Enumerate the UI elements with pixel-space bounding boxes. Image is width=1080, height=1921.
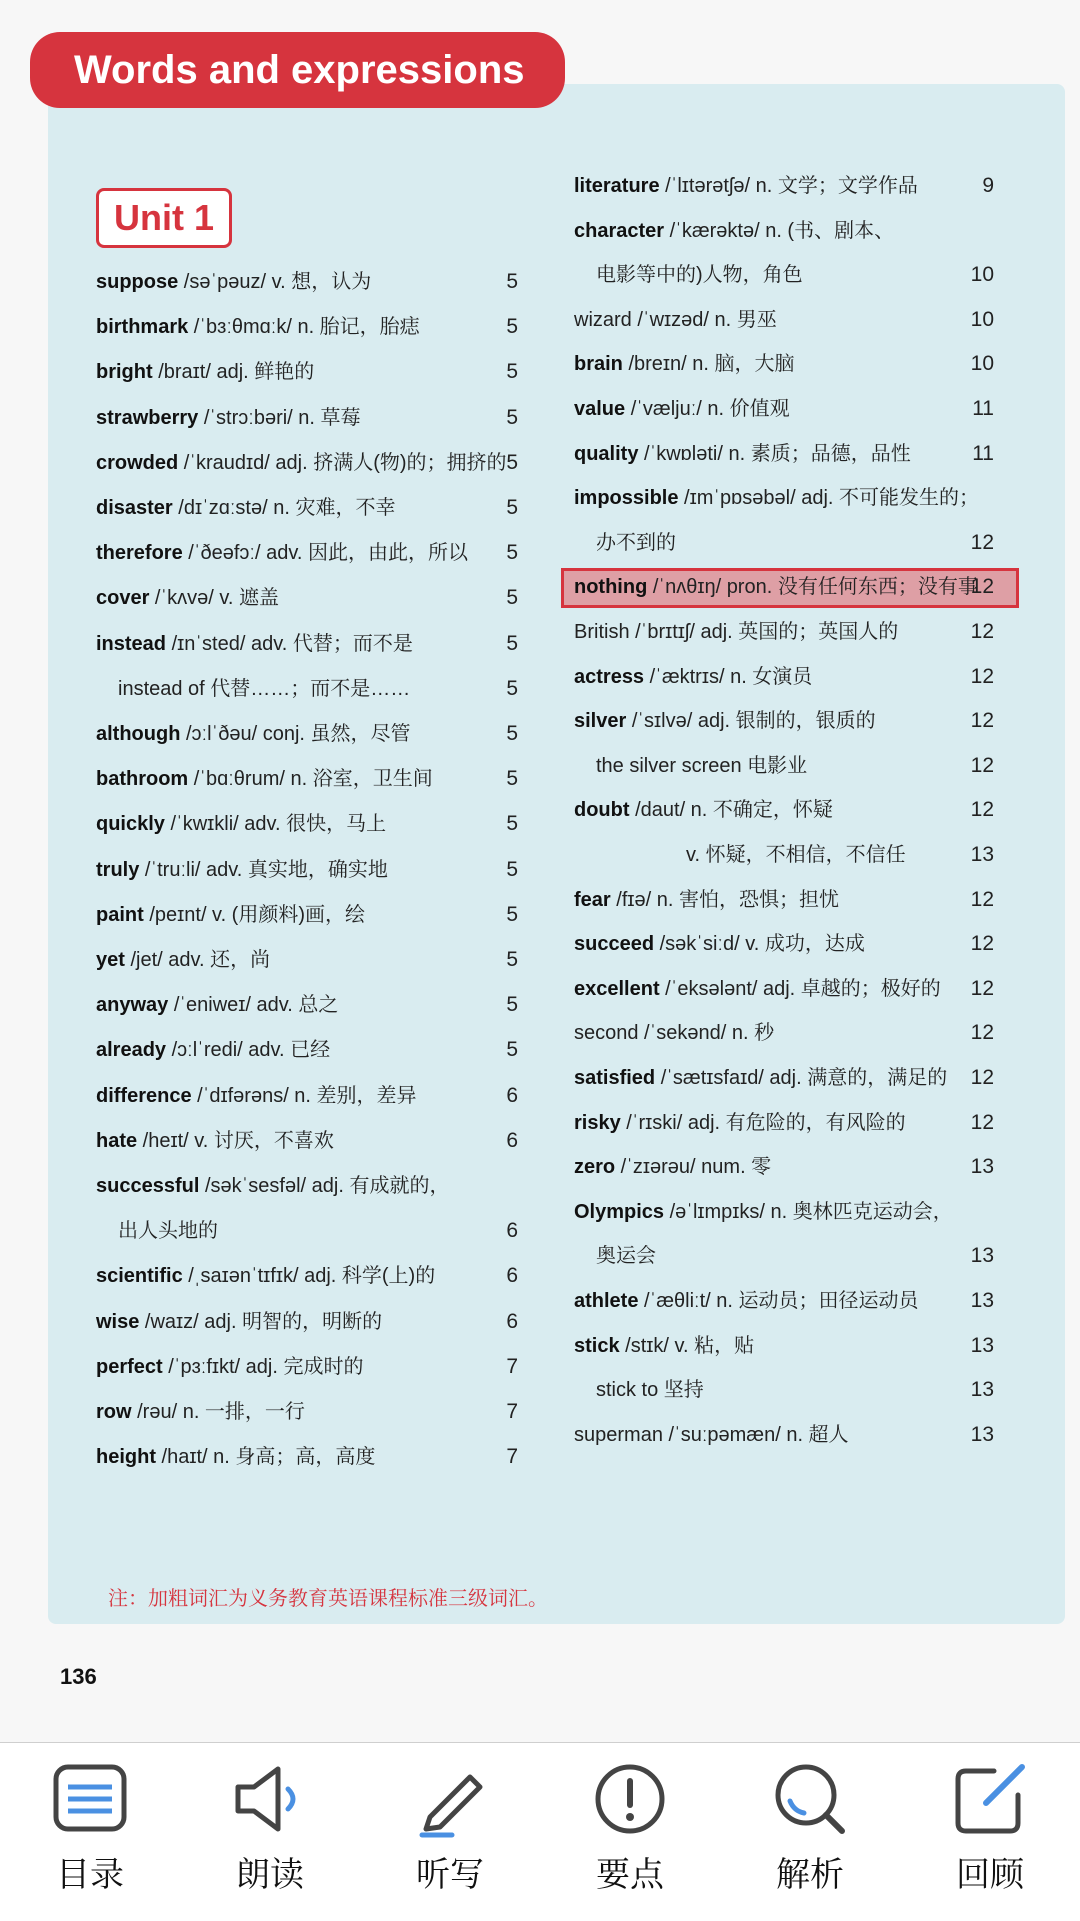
word-entry[interactable] [96, 1256, 518, 1296]
definition: /ˈeniweɪ/ adv. 总之 [168, 994, 339, 1017]
definition: /peɪnt/ v. (用颜料)画，绘 [143, 903, 366, 926]
word-entry[interactable] [574, 166, 994, 206]
entry-text [574, 211, 894, 251]
head-word: satisfied [574, 1067, 656, 1089]
word-entry[interactable] [574, 389, 994, 429]
word-entry[interactable] [96, 1347, 518, 1387]
entry-text [574, 1013, 774, 1053]
definition: /ˈdɪfərəns/ n. 差别，差异 [191, 1084, 417, 1107]
entry-text [96, 578, 279, 618]
entry-text [96, 443, 507, 483]
entry-page-number: 13 [970, 1155, 994, 1179]
head-word: silver [574, 710, 627, 733]
entry-page-number: 6 [506, 1083, 518, 1107]
entry-page-number: 6 [506, 1128, 518, 1152]
entry-page-number: 7 [506, 1445, 518, 1469]
word-entry[interactable] [574, 478, 994, 518]
entry-page-number: 11 [972, 397, 994, 420]
definition: /ˌsaɪənˈtɪfɪk/ adj. 科学(上)的 [182, 1265, 436, 1288]
entry-page-number: 5 [506, 902, 518, 926]
word-entry[interactable] [574, 1147, 994, 1187]
definition: /ɪmˈpɒsəbəl/ adj. 不可能发生的； [678, 487, 980, 510]
head-word: crowded [96, 451, 179, 474]
entry-text [96, 940, 270, 980]
definition: /breɪn/ n. 脑，大脑 [622, 353, 795, 376]
head-word: suppose [96, 271, 179, 293]
definition: 电影等中的)人物，角色 [596, 264, 803, 287]
entry-text [96, 1076, 417, 1116]
head-word: successful [96, 1175, 200, 1197]
entry-text [596, 746, 807, 786]
entry-page-number: 13 [970, 1289, 994, 1312]
entry-text [96, 1437, 375, 1477]
head-word: therefore [96, 542, 183, 565]
definition: /ˈbɑːθrum/ n. 浴室，卫生间 [188, 768, 433, 791]
head-word: paint [96, 903, 144, 926]
entry-text [96, 1166, 449, 1206]
entry-text [96, 1030, 330, 1070]
word-entry[interactable] [574, 1326, 994, 1366]
exclamation-icon [588, 1757, 672, 1841]
head-word: Olympics [574, 1200, 665, 1223]
head-word: excellent [574, 977, 660, 1000]
head-word: cover [96, 587, 150, 610]
word-entry[interactable] [574, 1415, 994, 1455]
word-entry[interactable] [96, 1076, 518, 1116]
definition: /daut/ n. 不确定，怀疑 [629, 799, 833, 822]
definition: /ˈbɜːθmɑːk/ n. 胎记，胎痣 [188, 316, 420, 339]
word-entry-highlighted[interactable] [574, 567, 994, 607]
entry-page-number: 5 [506, 812, 518, 836]
entry-text [574, 1103, 906, 1143]
head-word: birthmark [96, 316, 189, 339]
definition: /rəu/ n. 一排，一行 [131, 1401, 305, 1423]
definition: instead of 代替……；而不是…… [118, 677, 411, 700]
word-entry[interactable] [574, 211, 994, 251]
definition: v. 怀疑，不相信，不信任 [686, 844, 906, 866]
entry-page-number: 5 [506, 722, 518, 745]
definition: /ɔːlˈredi/ adv. 已经 [166, 1039, 331, 1062]
entry-text [96, 262, 371, 302]
word-entry[interactable] [96, 443, 518, 483]
head-word: disaster [96, 497, 173, 519]
entry-text [574, 969, 941, 1009]
definition: /jet/ adv. 还，尚 [124, 949, 271, 971]
head-word: already [96, 1039, 167, 1062]
head-word: character [574, 219, 665, 242]
word-entry[interactable] [574, 835, 994, 875]
entry-text [96, 352, 314, 392]
entry-text [118, 669, 410, 709]
word-entry[interactable] [574, 969, 994, 1009]
definition: /ˈsɪlvə/ adj. 银制的，银质的 [626, 710, 876, 733]
word-entry[interactable] [96, 262, 518, 302]
word-entry[interactable] [96, 1437, 518, 1477]
entry-page-number: 5 [506, 450, 518, 474]
word-entry[interactable] [574, 1370, 994, 1410]
head-word: fear [574, 888, 611, 911]
entry-text [574, 701, 876, 741]
head-word: scientific [96, 1265, 183, 1288]
toolbar-review-button[interactable] [900, 1743, 1080, 1921]
word-entry[interactable] [574, 1192, 994, 1232]
entry-page-number: 7 [506, 1354, 518, 1378]
word-entry[interactable] [574, 657, 994, 697]
word-entry[interactable] [96, 669, 518, 709]
entry-text [574, 567, 978, 607]
entry-text [574, 657, 812, 697]
entry-page-number: 6 [506, 1309, 518, 1333]
head-word: truly [96, 858, 140, 881]
entry-page-number: 12 [970, 709, 994, 733]
entry-page-number: 10 [970, 263, 994, 287]
word-entry[interactable] [574, 790, 994, 830]
definition: /ɔːlˈðəu/ conj. 虽然，尽管 [180, 723, 411, 745]
entry-text [96, 533, 468, 573]
entry-text [96, 850, 388, 890]
entry-text [574, 166, 918, 206]
definition: /ˈvæljuː/ n. 价值观 [625, 398, 790, 420]
definition: /ˈkærəktə/ n. (书、剧本、 [664, 219, 895, 242]
entry-page-number: 12 [970, 1066, 994, 1089]
bottom-toolbar [0, 1742, 1080, 1921]
word-entry[interactable] [96, 759, 518, 799]
entry-text [96, 1302, 382, 1342]
toolbar-label: 要点 [596, 1856, 664, 1894]
entry-page-number: 5 [506, 360, 518, 384]
definition: /waɪz/ adj. 明智的，明断的 [139, 1310, 383, 1333]
head-word: actress [574, 665, 645, 688]
definition: /səkˈsiːd/ v. 成功，达成 [654, 933, 865, 956]
word-entry[interactable] [96, 1030, 518, 1070]
entry-text [96, 1256, 435, 1296]
word-entry[interactable] [96, 352, 518, 392]
word-entry[interactable] [96, 850, 518, 890]
definition: /ɪnˈsted/ adv. 代替；而不是 [166, 632, 413, 655]
definition: /ˈnʌθɪŋ/ pron. 没有任何东西；没有事 [647, 576, 978, 599]
definition: /ˈtruːli/ adv. 真实地，确实地 [139, 858, 388, 881]
head-word: difference [96, 1084, 192, 1107]
entry-page-number: 12 [970, 530, 994, 554]
word-entry[interactable] [574, 300, 994, 340]
entry-page-number: 12 [970, 664, 994, 688]
entry-text [118, 1211, 218, 1251]
definition: British /ˈbrɪtɪʃ/ adj. 英国的；英国人的 [574, 621, 899, 643]
word-entry[interactable] [96, 533, 518, 573]
entry-page-number: 5 [506, 541, 518, 565]
entry-text [96, 307, 420, 347]
entry-text [96, 624, 413, 664]
word-entry[interactable] [574, 880, 994, 920]
entry-text [574, 1415, 849, 1455]
entry-text [574, 612, 898, 652]
toolbar-analysis-button[interactable] [720, 1743, 900, 1921]
definition: /ˈæθliːt/ n. 运动员；田径运动员 [638, 1290, 919, 1312]
entry-text [96, 759, 433, 799]
head-word: literature [574, 175, 660, 197]
word-entry[interactable] [96, 1392, 518, 1432]
head-word: row [96, 1401, 132, 1423]
definition: /ˈzɪərəu/ num. 零 [615, 1156, 772, 1179]
entry-page-number: 5 [506, 767, 518, 791]
entry-page-number: 5 [506, 315, 518, 339]
definition: /əˈlɪmpɪks/ n. 奥林匹克运动会， [664, 1200, 953, 1223]
word-entry[interactable] [574, 1013, 994, 1053]
search-icon [768, 1757, 852, 1841]
definition: /ˈeksələnt/ adj. 卓越的；极好的 [659, 977, 941, 1000]
entry-page-number: 12 [970, 1021, 994, 1045]
word-entry[interactable] [574, 746, 994, 786]
word-entry[interactable] [96, 714, 518, 754]
head-word: quickly [96, 813, 165, 836]
entry-page-number: 12 [970, 575, 994, 599]
entry-page-number: 5 [506, 857, 518, 881]
head-word: anyway [96, 994, 169, 1017]
word-entry[interactable] [574, 434, 994, 474]
head-word: doubt [574, 799, 630, 822]
word-entry[interactable] [96, 1121, 518, 1161]
head-word: bathroom [96, 768, 189, 791]
entry-page-number: 13 [970, 1422, 994, 1446]
word-entry[interactable] [96, 985, 518, 1025]
word-entry[interactable] [574, 344, 994, 384]
head-word: impossible [574, 487, 679, 510]
word-entry[interactable] [574, 1103, 994, 1143]
entry-text [96, 804, 386, 844]
entry-text [574, 1326, 754, 1366]
head-word: nothing [574, 576, 648, 599]
word-entry[interactable] [96, 895, 518, 935]
head-word: zero [574, 1156, 616, 1179]
word-entry[interactable] [574, 612, 994, 652]
entry-page-number: 5 [506, 586, 518, 610]
entry-page-number: 13 [970, 1244, 994, 1268]
entry-page-number: 5 [506, 405, 518, 429]
head-word: hate [96, 1129, 138, 1152]
entry-page-number: 10 [970, 307, 994, 331]
entry-page-number: 5 [506, 948, 518, 971]
entry-page-number: 11 [972, 441, 994, 465]
definition: /stɪk/ v. 粘，贴 [619, 1334, 755, 1357]
page-number: 136 [60, 1664, 97, 1689]
word-entry[interactable] [574, 924, 994, 964]
word-entry[interactable] [574, 1236, 994, 1276]
head-word: succeed [574, 933, 655, 956]
entry-text [574, 478, 979, 518]
word-entry[interactable] [96, 940, 518, 980]
head-word: athlete [574, 1290, 639, 1312]
word-entry[interactable] [574, 701, 994, 741]
word-entry[interactable] [96, 804, 518, 844]
definition: /səˈpəuz/ v. 想，认为 [178, 271, 372, 293]
entry-text [96, 398, 361, 438]
head-word: yet [96, 949, 125, 971]
word-entry[interactable] [96, 624, 518, 664]
unit-label: Unit 1 [96, 188, 232, 248]
entry-text [96, 985, 338, 1025]
entry-text [596, 1370, 704, 1410]
definition: /səkˈsesfəl/ adj. 有成就的， [199, 1175, 450, 1197]
toolbar-label: 朗读 [236, 1856, 304, 1894]
word-entry[interactable] [96, 578, 518, 618]
word-entry[interactable] [574, 523, 994, 563]
entry-text [574, 924, 865, 964]
entry-text [574, 389, 790, 429]
entry-page-number: 9 [982, 174, 994, 197]
entry-page-number: 5 [506, 270, 518, 293]
entry-text [574, 1192, 953, 1232]
entry-text [596, 523, 676, 563]
entry-page-number: 12 [970, 1110, 994, 1134]
head-word: quality [574, 442, 639, 465]
definition: /ˈðeəfɔː/ adv. 因此，由此，所以 [182, 542, 468, 565]
definition: /ˈkwɪkli/ adv. 很快，马上 [164, 813, 387, 836]
entry-text [96, 714, 411, 754]
entry-text [574, 1281, 919, 1321]
definition: superman /ˈsuːpəmæn/ n. 超人 [574, 1423, 849, 1446]
definition: /ˈpɜːfɪkt/ adj. 完成时的 [162, 1355, 364, 1378]
entry-text [574, 880, 839, 920]
entry-page-number: 10 [970, 352, 994, 376]
head-word: brain [574, 353, 623, 376]
speaker-icon [228, 1757, 312, 1841]
definition: /ˈkraudɪd/ adj. 挤满人(物)的；拥挤的 [178, 451, 507, 474]
entry-text [596, 255, 803, 295]
contents-icon [48, 1757, 132, 1841]
toolbar-label: 解析 [776, 1856, 844, 1894]
word-entry[interactable] [96, 488, 518, 528]
definition: 出人头地的 [118, 1220, 218, 1243]
entry-page-number: 5 [506, 676, 518, 700]
toolbar-label: 回顾 [956, 1856, 1024, 1894]
head-word: perfect [96, 1355, 163, 1378]
entry-page-number: 5 [506, 631, 518, 655]
entry-page-number: 12 [970, 976, 994, 1000]
entry-text [574, 434, 911, 474]
entry-text [96, 895, 365, 935]
definition: second /ˈsekənd/ n. 秒 [574, 1022, 775, 1045]
head-word: bright [96, 361, 153, 384]
definition: /ˈstrɔːbəri/ n. 草莓 [198, 406, 361, 429]
word-entry[interactable] [96, 398, 518, 438]
definition: /fɪə/ n. 害怕，恐惧；担忧 [610, 888, 839, 911]
entry-page-number: 13 [970, 1378, 994, 1402]
definition: /dɪˈzɑːstə/ n. 灾难，不幸 [172, 497, 396, 519]
word-entry[interactable] [96, 307, 518, 347]
entry-page-number: 12 [970, 887, 994, 911]
entry-page-number: 5 [506, 993, 518, 1017]
definition: /ˈrɪski/ adj. 有危险的，有风险的 [620, 1111, 906, 1134]
definition: 办不到的 [596, 531, 676, 554]
word-entry[interactable] [96, 1166, 518, 1206]
entry-page-number: 12 [970, 753, 994, 777]
entry-page-number: 7 [506, 1400, 518, 1423]
entry-text [596, 1236, 656, 1276]
toolbar-label: 目录 [56, 1856, 124, 1894]
definition: the silver screen 电影业 [596, 754, 808, 777]
entry-text [96, 488, 395, 528]
toolbar-read-aloud-button[interactable] [180, 1743, 360, 1921]
toolbar-key-points-button[interactable] [540, 1743, 720, 1921]
entry-text [574, 300, 777, 340]
definition: /heɪt/ v. 讨厌，不喜欢 [137, 1129, 334, 1152]
head-word: height [96, 1446, 156, 1469]
entry-page-number: 12 [970, 932, 994, 956]
word-entry[interactable] [96, 1211, 518, 1251]
definition: stick to 坚持 [596, 1379, 704, 1402]
definition: /ˈkʌvə/ v. 遮盖 [149, 587, 280, 610]
entry-page-number: 5 [506, 496, 518, 519]
head-word: risky [574, 1111, 621, 1134]
entry-text [574, 1058, 947, 1098]
head-word: wise [96, 1310, 140, 1333]
entry-page-number: 6 [506, 1219, 518, 1243]
definition: /ˈkwɒləti/ n. 素质；品德，品性 [638, 442, 911, 465]
definition: /ˈæktrɪs/ n. 女演员 [644, 665, 813, 688]
entry-text [574, 1147, 771, 1187]
word-entry[interactable] [574, 1058, 994, 1098]
head-word: strawberry [96, 406, 199, 429]
entry-page-number: 13 [970, 843, 994, 866]
toolbar-dictation-button[interactable] [360, 1743, 540, 1921]
entry-page-number: 6 [506, 1264, 518, 1288]
definition: /haɪt/ n. 身高；高，高度 [156, 1446, 376, 1469]
head-word: value [574, 398, 626, 420]
definition: /ˈsætɪsfaɪd/ adj. 满意的，满足的 [655, 1067, 948, 1089]
entry-page-number: 12 [970, 620, 994, 643]
entry-text [96, 1347, 363, 1387]
head-word: although [96, 723, 181, 745]
entry-page-number: 13 [970, 1333, 994, 1357]
word-entry[interactable] [96, 1302, 518, 1342]
entry-text [96, 1392, 305, 1432]
entry-text [96, 1121, 334, 1161]
footnote: 注：加粗词汇为义务教育英语课程标准三级词汇。 [108, 1588, 548, 1610]
definition: /ˈlɪtərətʃə/ n. 文学；文学作品 [659, 175, 918, 197]
entry-text [686, 835, 906, 875]
section-title: Words and expressions [30, 32, 565, 108]
head-word: instead [96, 632, 167, 655]
toolbar-contents-button[interactable] [0, 1743, 180, 1921]
word-entry[interactable] [574, 255, 994, 295]
definition: 奥运会 [596, 1245, 656, 1268]
word-entry[interactable] [574, 1281, 994, 1321]
entry-page-number: 12 [970, 798, 994, 822]
pencil-icon [408, 1757, 492, 1841]
head-word: stick [574, 1334, 620, 1357]
definition: wizard /ˈwɪzəd/ n. 男巫 [574, 308, 777, 331]
entry-text [574, 790, 833, 830]
toolbar-label: 听写 [416, 1856, 484, 1894]
definition: /braɪt/ adj. 鲜艳的 [152, 361, 315, 384]
review-icon [948, 1757, 1032, 1841]
entry-text [574, 344, 795, 384]
entry-page-number: 5 [506, 1038, 518, 1062]
